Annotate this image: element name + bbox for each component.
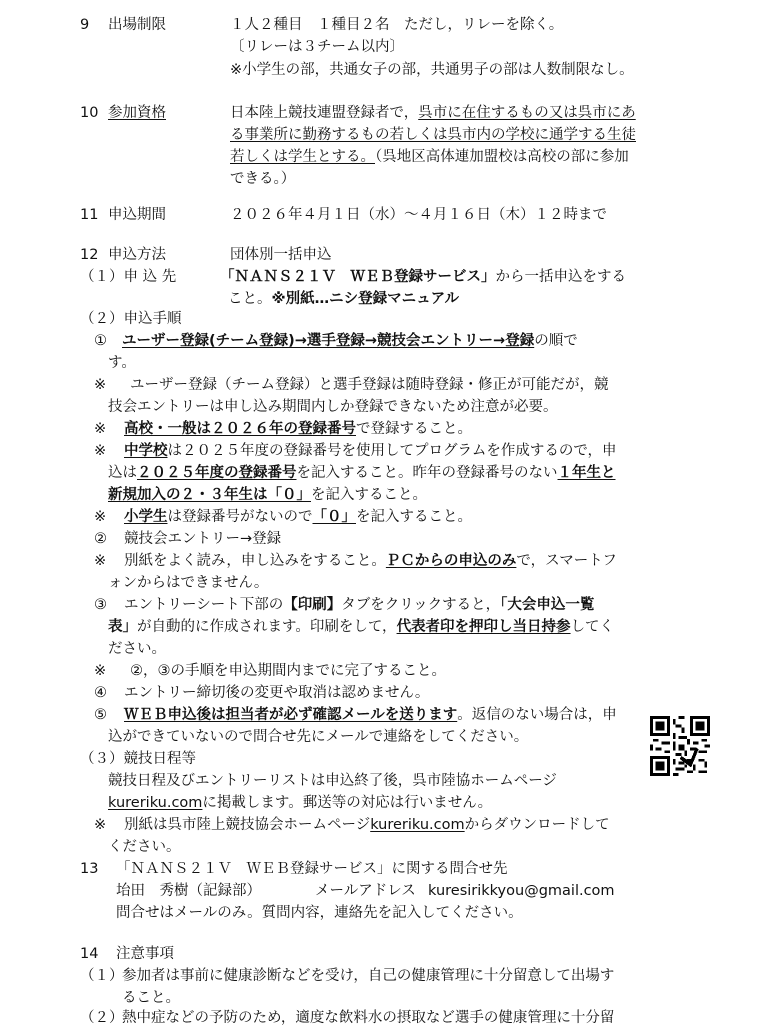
note-5-line-1: 別紙をよく読み，申し込みをすること。ＰＣからの申込のみで，スマートフ [124,553,617,569]
step-5-line-1: ＷＥＢ申込後は担当者が必ず確認メールを送ります。返信のない場合は，申 [124,707,617,723]
part-1-line-2: こと。※別紙…ニシ登録マニュアル [228,291,460,307]
section-14-number: 14 [80,946,99,962]
section-12-title: 申込方法 [108,247,166,263]
section-11-text: ２０２６年４月１日（水）～４月１６日（木）１２時まで [230,207,607,223]
kureriku-link-2[interactable]: kureriku.com [370,817,465,833]
note-7-line-2: ください。 [108,839,181,855]
note-3-line-2: 込は２０２５年度の登録番号を記入すること。昨年の登録番号のない１年生と [108,465,616,481]
part-3-line-2: kureriku.comに掲載します。郵送等の対応は行いません。 [108,795,493,811]
section-14-title: 注意事項 [116,946,174,962]
step-2-text: 競技会エントリー→登録 [124,531,282,547]
step-5-mark: ⑤ [94,707,107,723]
step-5-line-2: 込ができていないので問合せ先にメールで連絡をしてください。 [108,729,529,745]
part-3-line-1: 競技日程及びエントリーリストは申込終了後，呉市陸協ホームページ [108,773,557,789]
section-9-title: 出場制限 [108,17,166,33]
step-1-line-2: す。 [108,355,136,371]
section-13-line-3: 問合せはメールのみ。質問内容，連絡先を記入してください。 [116,905,523,921]
note-7-mark: ※ [94,817,107,833]
note-4-mark: ※ [94,509,107,525]
part-1-label: （１）申 込 先 [80,269,177,285]
section-9-line-2: 〔リレーは３チーム以内〕 [230,39,404,55]
qr-code-icon [650,716,710,776]
section-10-title: 参加資格 [108,105,166,121]
note-2-mark: ※ [94,421,107,437]
note-6-text: ②，③の手順を申込期間内までに完了すること。 [130,663,446,679]
section-11-title: 申込期間 [108,207,166,223]
note-1-mark: ※ [94,377,107,393]
part-2-label: （２）申込手順 [80,311,182,327]
note-1-line-1: ユーザー登録（チーム登録）と選手登録は随時登録・修正が可能だが，競 [130,377,609,393]
note-3-mark: ※ [94,443,107,459]
item-2-label: （２） [80,1010,124,1026]
section-13-line-1: 「ＮＡＮＳ２１Ｖ ＷＥＢ登録サービス」に関する問合せ先 [116,861,508,877]
note-6-mark: ※ [94,663,107,679]
section-12-number: 12 [80,247,99,263]
section-9-number: 9 [80,17,90,33]
note-1-line-2: 技会エントリーは申し込み期間内しか登録できないため注意が必要。 [108,399,558,415]
note-3-line-1: 中学校は２０２５年度の登録番号を使用してプログラムを作成するので，申 [124,443,617,459]
part-3-label: （３）競技日程等 [80,751,196,767]
section-10-line-2: る事業所に勤務するもの若しくは呉市内の学校に通学する生徒 [230,127,636,143]
section-10-line-3: 若しくは学生とする。（呉地区高体連加盟校は高校の部に参加 [230,149,629,165]
section-10-line-1: 日本陸上競技連盟登録者で，呉市に在住するもの又は呉市にあ [230,105,636,121]
step-3-line-2: 表」が自動的に作成されます。印刷をして，代表者印を押印し当日持参してく [108,619,615,635]
mail-label: メールアドレス [315,883,416,899]
step-4-text: エントリー締切後の変更や取消は認めません。 [124,685,430,701]
note-5-mark: ※ [94,553,107,569]
item-1-label: （１） [80,968,124,984]
note-3-line-3: 新規加入の２・３年生は「０」を記入すること。 [108,487,427,503]
section-13-number: 13 [80,861,99,877]
contact-name: 坮田 秀樹（記録部） [116,883,261,899]
note-2-line: 高校・一般は２０２６年の登録番号で登録すること。 [124,421,472,437]
section-10-number: 10 [80,105,99,121]
item-2-line-1: 熱中症などの予防のため，適度な飲料水の摂取など選手の健康管理に十分留 [122,1010,615,1026]
note-4-line: 小学生は登録番号がないので「０」を記入すること。 [124,509,472,525]
item-1-line-1: 参加者は事前に健康診断などを受け，自己の健康管理に十分留意して出場す [122,968,615,984]
section-10-line-4: できる。） [230,171,296,187]
section-12-text: 団体別一括申込 [230,247,332,263]
section-9-line-1: １人２種目 １種目２名 ただし，リレーを除く。 [230,17,564,33]
step-3-line-3: ださい。 [108,641,166,657]
step-2-mark: ② [94,531,107,547]
step-1-line-1: ユーザー登録(チーム登録)→選手登録→競技会エントリー→登録の順で [122,333,578,349]
step-1-mark: ① [94,333,107,349]
item-1-line-2: ること。 [122,990,180,1006]
section-9-line-3: ※小学生の部，共通女子の部，共通男子の部は人数制限なし。 [230,62,634,78]
part-1-line-1: 「ＮＡＮＳ２１Ｖ ＷＥＢ登録サービス」から一括申込をする [220,269,626,285]
step-3-line-1: エントリーシート下部の【印刷】タブをクリックすると，「大会申込一覧 [124,597,595,613]
step-4-mark: ④ [94,685,107,701]
contact-email[interactable]: kuresirikkyou@gmail.com [428,883,615,899]
note-7-line-1: 別紙は呉市陸上競技協会ホームページkureriku.comからダウンロードして [124,817,610,833]
note-5-line-2: ォンからはできません。 [108,575,269,591]
step-3-mark: ③ [94,597,107,613]
kureriku-link[interactable]: kureriku.com [108,795,203,811]
section-11-number: 11 [80,207,99,223]
